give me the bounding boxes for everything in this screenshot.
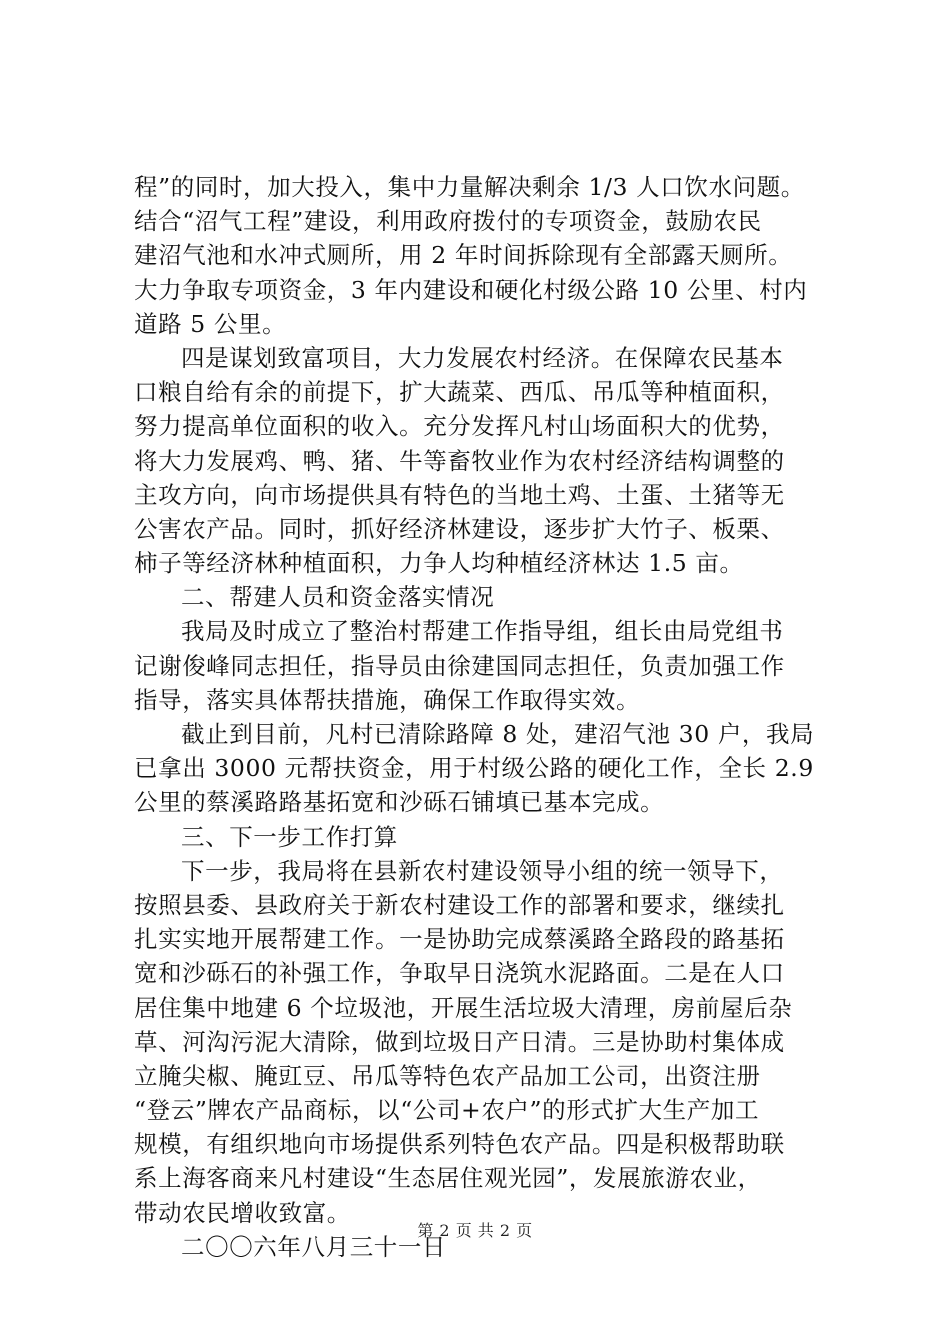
text-line: 大力争取专项资金，3 年内建设和硬化村级公路 10 公里、村内 [134,275,808,304]
text-line: 努力提高单位面积的收入。充分发挥凡村山场面积大的优势， [134,412,785,441]
text-line: 系上海客商来凡村建设“生态居住观光园”，发展旅游农业， [134,1164,762,1193]
text-line: 居住集中地建 6 个垃圾池，开展生活垃圾大清理，房前屋后杂 [134,993,793,1022]
text-line: 记谢俊峰同志担任，指导员由徐建国同志担任，负责加强工作 [134,651,785,680]
text-line: 口粮自给有余的前提下，扩大蔬菜、西瓜、吊瓜等种植面积， [134,378,785,407]
text-line: 立腌尖椒、腌豇豆、吊瓜等特色农产品加工公司，出资注册 [134,1061,761,1090]
text-line: 宽和沙砾石的补强工作，争取早日浇筑水泥路面。二是在人口 [134,959,785,988]
page-footer: 第 2 页 共 2 页 [417,1221,533,1240]
text-line: “登云”牌农产品商标，以“公司+农户”的形式扩大生产加工 [134,1096,760,1125]
text-line: 主攻方向，向市场提供具有特色的当地土鸡、土蛋、土猪等无 [134,480,785,509]
text-line: 指导，落实具体帮扶措施，确保工作取得实效。 [134,685,641,714]
text-line: 公里的蔡溪路路基拓宽和沙砾石铺填已基本完成。 [134,788,665,817]
text-line: 将大力发展鸡、鸭、猪、牛等畜牧业作为农村经济结构调整的 [134,446,785,475]
text-line: 已拿出 3000 元帮扶资金，用于村级公路的硬化工作，全长 2.9 [134,754,814,783]
text-line: 带动农民增收致富。 [134,1198,351,1227]
text-line: 公害农产品。同时，抓好经济林建设，逐步扩大竹子、板栗、 [134,514,785,543]
text-line: 建沼气池和水冲式厕所，用 2 年时间拆除现有全部露天厕所。 [134,241,793,270]
text-line: 按照县委、县政府关于新农村建设工作的部署和要求，继续扎 [134,890,785,919]
text-line: 程”的同时，加大投入，集中力量解决剩余 1/3 人口饮水问题。 [134,173,805,201]
text-line: 截止到目前，凡村已清除路障 8 处，建沼气池 30 户，我局 [181,720,815,748]
text-line: 规模，有组织地向市场提供系列特色农产品。四是积极帮助联 [134,1130,785,1159]
text-line: 我局及时成立了整治村帮建工作指导组，组长由局党组书 [181,617,784,646]
document-body [134,170,834,1264]
text-line: 下一步，我局将在县新农村建设领导小组的统一领导下， [181,856,784,885]
text-line: 道路 5 公里。 [134,309,287,338]
text-line: 草、河沟污泥大清除，做到垃圾日产日清。三是协助村集体成 [134,1027,785,1056]
text-line: 扎实实地开展帮建工作。一是协助完成蔡溪路全路段的路基拓 [134,925,785,954]
text-line: 四是谋划致富项目，大力发展农村经济。在保障农民基本 [181,343,784,372]
text-line: 二〇〇六年八月三十一日 [181,1232,447,1261]
text-line: 二、帮建人员和资金落实情况 [181,583,495,612]
text-line: 三、下一步工作打算 [181,822,398,851]
text-line: 柿子等经济林种植面积，力争人均种植经济林达 1.5 亩。 [134,549,744,578]
text-line: 结合“沼气工程”建设，利用政府拨付的专项资金，鼓励农民 [134,207,762,236]
